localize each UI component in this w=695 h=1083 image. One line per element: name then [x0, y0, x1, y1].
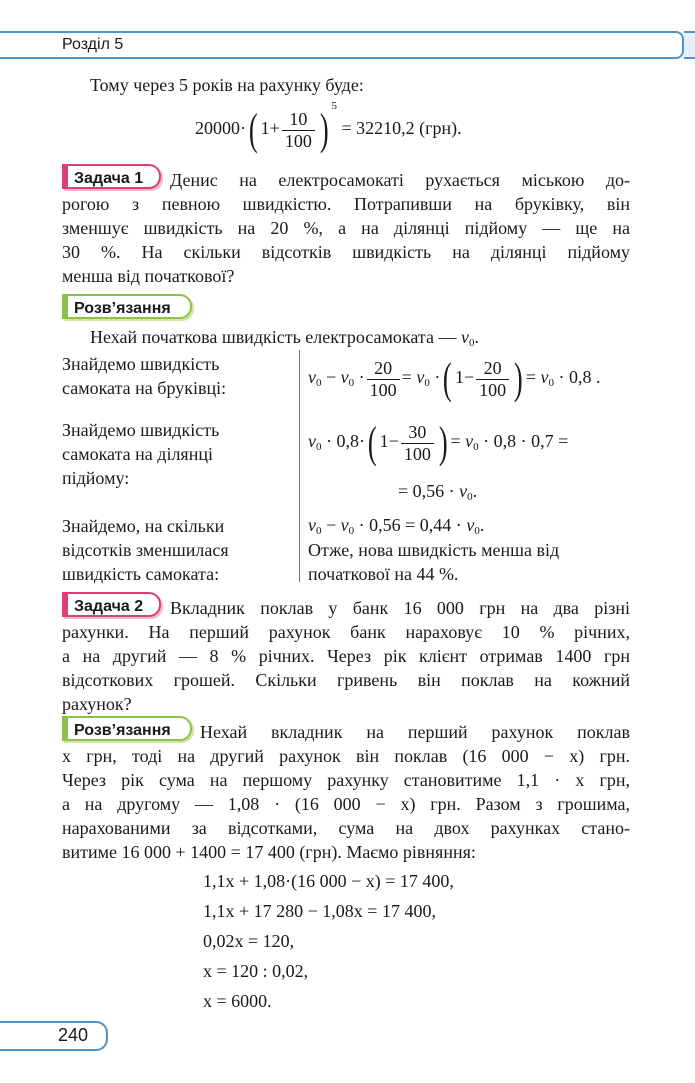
header-edge-tab: [684, 31, 695, 59]
formula-power: 5: [331, 100, 337, 113]
solution1-badge: Розв’язання: [62, 294, 192, 319]
f1-tail: 0,8 .: [568, 367, 601, 388]
step1-line-2: самоката на бруківці:: [62, 378, 227, 398]
fraction-denominator: 100: [282, 130, 315, 152]
f1-den2: 100: [476, 379, 509, 401]
f1-den1: 100: [367, 379, 400, 401]
fraction-numerator: 10: [289, 108, 308, 129]
f1-num2: 20: [483, 357, 502, 378]
formula-step2: $v_0 \cdot 0,8\cdot$( 1− $\frac{30}{100}$ ) = $v_0 \cdot 0,8 \cdot 0,7$ =: [308, 418, 569, 467]
f2-num: 30: [408, 421, 427, 442]
task1-line-1: Денис на електросамокаті рухається міською до-: [170, 170, 630, 190]
conclusion-line-1: Отже, нова швидкість менша від: [308, 540, 560, 560]
task2-line-1: Вкладник поклав у банк 16 000 грн на два різні: [170, 598, 630, 618]
step3-line-1: Знайдемо, на скільки: [62, 516, 225, 536]
equation-5: x = 6000.: [203, 991, 272, 1011]
task2-badge: Задача 2: [62, 592, 161, 617]
formula-step1: $v_0 - v_0$ · $\frac{20}{100}$ = $v_0$ ·( 1− $\frac{20}{100}$ ) = $v_0 \cdot 0,8$ .: [308, 354, 601, 403]
conclusion-line-2: початкової на 44 %.: [308, 564, 459, 584]
f2-den: 100: [401, 443, 434, 465]
section-title: Розділ 5: [62, 36, 124, 53]
solution2-line-4: а на другому — 1,08 · (16 000 − x) грн. Разом з грошима,: [62, 794, 630, 814]
f2-line2: = 0,56 ·: [398, 481, 455, 501]
formula-step2-line2: = $0,56 \cdot v_0$.: [398, 481, 478, 503]
task2-line-2: рахунки. На перший рахунок банк нараховує 10 % річних,: [62, 622, 630, 642]
formula-one: 1: [260, 118, 270, 139]
formula-principal: 20000: [195, 118, 240, 139]
solution2-line-2: x грн, тоді на другий рахунок він поклав (16 000 − x) грн.: [62, 746, 630, 766]
page-number: 240: [58, 1025, 89, 1045]
f3-expr: 0,56 = 0,44 ·: [369, 515, 462, 535]
v0-symbol: v: [460, 327, 469, 347]
equation-4: x = 120 : 0,02,: [203, 961, 309, 981]
step3-line-2: відсотків зменшилася: [62, 540, 229, 560]
step2-line-3: підйому:: [62, 468, 130, 488]
task2-line-3: а на другий — 8 % річних. Через рік клієнт отримав 1400 грн: [62, 646, 630, 666]
step3-line-3: швидкість самоката:: [62, 564, 220, 584]
solution2-line-3: Через рік сума на першому рахунку становитиме 1,1 · x грн,: [62, 770, 630, 790]
formula-step3: $v_0 - v_0 \cdot 0,56 = 0,44 \cdot v_0$.: [308, 515, 485, 537]
task1-line-2: рогою з певною швидкістю. Потрапивши на бруківку, він: [62, 194, 630, 214]
equation-3: 0,02x = 120,: [203, 931, 295, 951]
intro-formula: 20000·( 1+ $\frac{10}{100}$ ) $^5$ = 32210,2 (грн).: [195, 100, 462, 154]
formula-fraction: [282, 109, 315, 152]
solution2-line-6: витиме 16 000 + 1400 = 17 400 (грн). Маємо рівняння:: [62, 842, 476, 862]
task1-line-4: 30 %. На скільки відсотків швидкість на ділянці підйому: [62, 242, 630, 262]
formula-result: = 32210,2 (грн).: [341, 118, 462, 139]
f2-a: 0,8: [336, 431, 359, 452]
solution1-intro-text: Нехай початкова швидкість електросамоката —: [90, 327, 457, 347]
task1-line-5: менша від початкової?: [62, 266, 235, 286]
solution-divider: [299, 350, 300, 582]
v0-subscript: 0: [468, 337, 475, 349]
task1-badge: Задача 1: [62, 164, 161, 189]
step1-line-1: Знайдемо швидкість: [62, 354, 220, 374]
solution2-badge: Розв’язання: [62, 716, 192, 741]
equation-1: 1,1x + 1,08·(16 000 − x) = 17 400,: [203, 871, 454, 891]
step2-line-2: самоката на ділянці: [62, 444, 213, 464]
task1-line-3: зменшує швидкість на 20 %, а на ділянці підйому — ще на: [62, 218, 630, 238]
f2-tail: 0,8 · 0,7 =: [493, 431, 569, 452]
solution2-line-5: нарахованими за відсотками, сума на двох рахунках стано-: [62, 818, 630, 838]
solution2-line-1: Нехай вкладник на перший рахунок поклав: [200, 722, 630, 742]
page-number-box: [0, 1021, 108, 1051]
f1-num1: 20: [374, 357, 393, 378]
step2-line-1: Знайдемо швидкість: [62, 420, 220, 440]
equation-2: 1,1x + 17 280 − 1,08x = 17 400,: [203, 901, 436, 921]
task2-line-4: відсоткових грошей. Скільки гривень він поклав на кожний: [62, 670, 630, 690]
task2-line-5: рахунок?: [62, 694, 132, 714]
intro-line: Тому через 5 років на рахунку буде:: [90, 75, 364, 95]
solution1-intro: Нехай початкова швидкість електросамоката — $v_0$.: [90, 327, 479, 349]
